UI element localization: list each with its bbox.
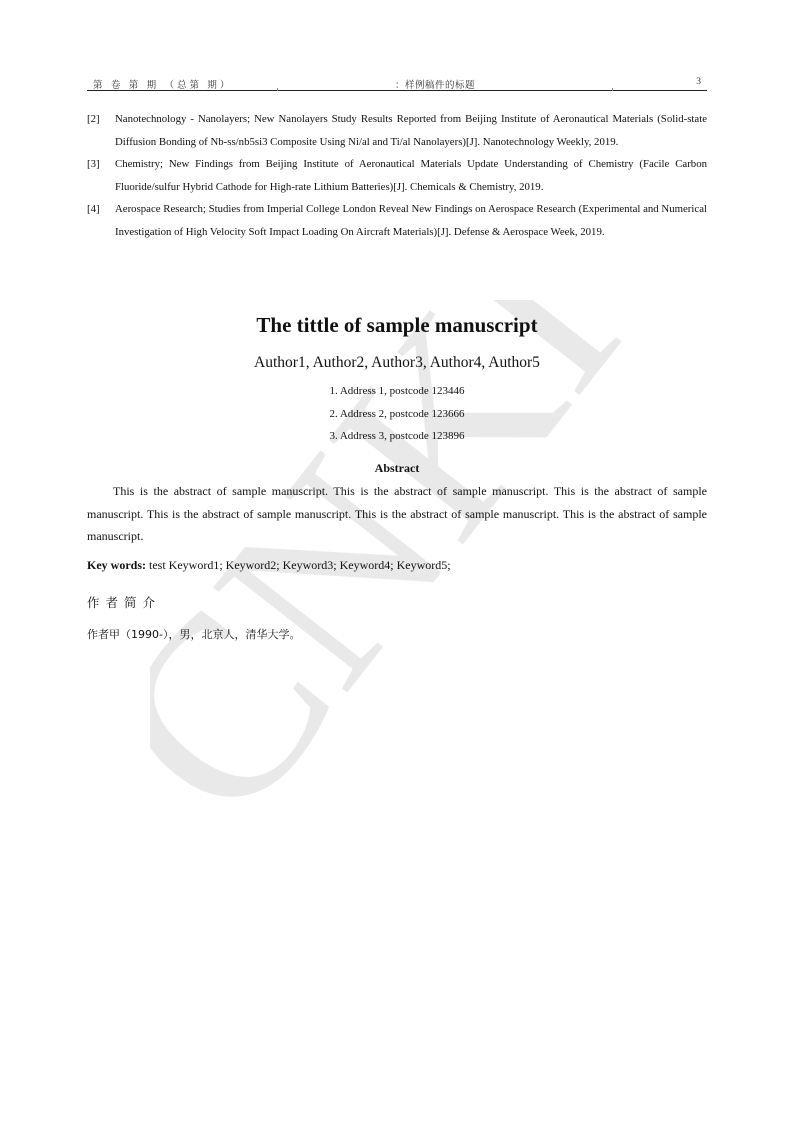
- abstract-heading: Abstract: [374, 461, 420, 475]
- reference-item: [87, 108, 707, 153]
- keywords-line: [87, 558, 707, 573]
- running-title: ：样例稿件的标题: [395, 81, 476, 91]
- reference-number: [4]: [87, 203, 100, 216]
- reference-text: Nanotechnology - Nanolayers; New Nanolayers Study Results Reported from Beijing Institute of Aeronautical Materials (Solid-state Diffusion Bonding of Nb-ss/nb5si3 Composite Using Ni/al and Ti/al Nanolayers)[J]. Nanotechnology Weekly, 2019.: [115, 113, 707, 148]
- affiliation-address: 2. Address 2, postcode 123666: [329, 407, 465, 420]
- affiliation-address: 1. Address 1, postcode 123446: [329, 385, 465, 397]
- header-tick-mark: [277, 88, 278, 91]
- header-tick-mark: [612, 88, 613, 91]
- affiliation-list: [87, 380, 707, 448]
- reference-item: [87, 198, 707, 243]
- abstract-text: This is the abstract of sample manuscript. This is the abstract of sample manuscript. This is the abstract of sample manuscript. This is the abstract of sample manuscript. This is the abstract of sample manuscript. This is the abstract of sample manuscript.: [87, 484, 707, 543]
- reference-text: Aerospace Research; Studies from Imperial College London Reveal New Findings on Aerospace Research (Experimental and Numerical Investigation of High Velocity Soft Impact Loading On Aircraft Materials)[J]. Defense & Aerospace Week, 2019.: [115, 203, 707, 238]
- running-header: [87, 77, 707, 91]
- reference-number: [3]: [87, 158, 100, 171]
- author-bio-text: 作者甲（1990-），男，北京人，清华大学。: [87, 628, 301, 641]
- watermark-text: CNKI: [150, 300, 650, 820]
- paper-title: The tittle of sample manuscript: [256, 313, 538, 337]
- affiliation-address: 3. Address 3, postcode 123896: [329, 430, 465, 443]
- reference-item: [87, 153, 707, 198]
- reference-number: [2]: [87, 113, 100, 125]
- keywords-label: Key words:: [87, 558, 146, 572]
- keywords-value: test Keyword1; Keyword2; Keyword3; Keyword4; Keyword5;: [146, 558, 451, 572]
- author-bio-heading: 作者简介: [87, 595, 162, 610]
- page-number: 3: [696, 77, 701, 87]
- reference-list: [87, 108, 707, 244]
- journal-issue-info: 第 卷 第 期 （总第 期）: [93, 81, 233, 91]
- reference-text: Chemistry; New Findings from Beijing Institute of Aeronautical Materials Update Understanding of Chemistry (Facile Carbon Fluoride/sulfur Hybrid Cathode for High-rate Lithium Batteries)[J]. Chemicals & Chemistry, 2019.: [115, 158, 707, 193]
- author-list: Author1, Author2, Author3, Author4, Author5: [254, 354, 540, 371]
